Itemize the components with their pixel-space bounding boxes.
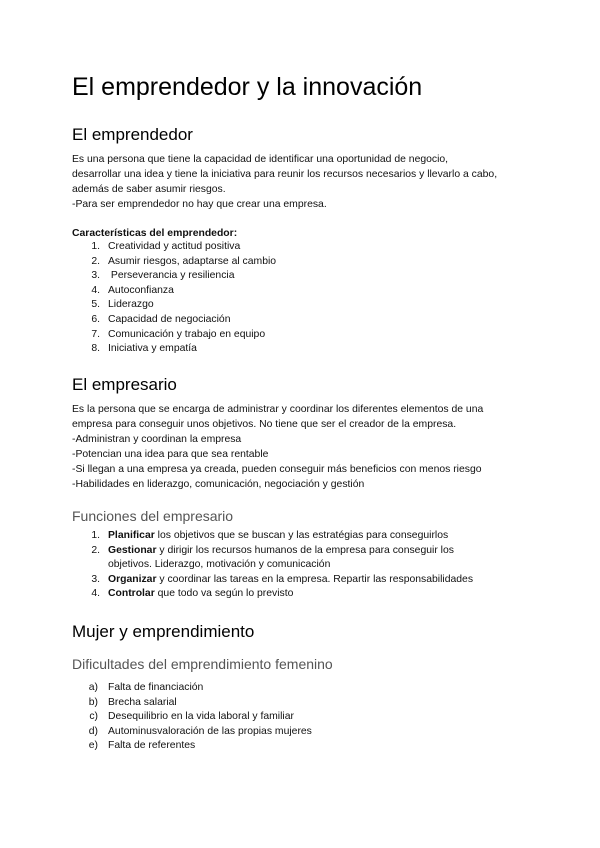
paragraph-line: empresa para conseguir unos objetivos. No tiene que ser el creador de la empresa. xyxy=(72,419,457,430)
list-text: Asumir riesgos, adaptarse al cambio xyxy=(108,255,277,267)
list-text: Comunicación y trabajo en equipo xyxy=(108,328,266,340)
list-text: Autominusvaloración de las propias mujeres xyxy=(108,725,312,737)
list-text: Iniciativa y empatía xyxy=(108,343,197,355)
list-letter: a) xyxy=(88,682,98,693)
list-text: y dirigir los recursos humanos de la empresa para conseguir los xyxy=(156,544,454,556)
list-item xyxy=(72,269,542,284)
list-item xyxy=(72,696,542,711)
characteristics-list xyxy=(72,240,542,357)
list-number: 5. xyxy=(91,299,100,311)
subheading-funciones: Funciones del empresario xyxy=(72,508,234,524)
function-keyword: Planificar xyxy=(108,530,155,541)
paragraph-line: -Habilidades en liderazgo, comunicación, negociación y gestión xyxy=(72,479,365,490)
list-letter: b) xyxy=(88,696,98,708)
list-number: 4. xyxy=(91,284,100,296)
list-text: Liderazgo xyxy=(108,299,154,311)
paragraph-line: -Para ser emprendedor no hay que crear una empresa. xyxy=(72,199,327,210)
list-item xyxy=(72,587,542,602)
list-text: Creatividad y actitud positiva xyxy=(108,241,241,252)
paragraph-line: Es una persona que tiene la capacidad de identificar una oportunidad de negocio, xyxy=(72,154,449,165)
list-number: 7. xyxy=(91,328,100,340)
list-item xyxy=(72,298,542,313)
list-number: 2. xyxy=(91,255,100,267)
list-number: 2. xyxy=(91,544,100,556)
list-item xyxy=(72,681,542,696)
list-item xyxy=(72,328,542,343)
list-text: los objetivos que se buscan y las estratégias para conseguirlos xyxy=(154,530,449,541)
list-number: 3. xyxy=(91,270,100,282)
list-number: 1. xyxy=(91,530,100,541)
list-item xyxy=(72,284,542,299)
characteristics-title: Características del emprendedor: xyxy=(72,228,238,239)
list-text: Capacidad de negociación xyxy=(108,313,231,325)
paragraph-line: desarrollar una idea y tiene la iniciativa para reunir los recursos necesarios y llevarlo a cabo, xyxy=(72,169,498,180)
list-letter: e) xyxy=(88,740,98,752)
list-item xyxy=(72,573,542,588)
list-item xyxy=(72,313,542,328)
section-heading-empresario: El empresario xyxy=(72,375,177,394)
list-letter: d) xyxy=(88,725,98,737)
section-heading-mujer: Mujer y emprendimiento xyxy=(72,622,255,641)
section-heading-emprendedor: El emprendedor xyxy=(72,125,193,144)
list-item xyxy=(72,544,542,573)
paragraph-line: Es la persona que se encarga de administrar y coordinar los diferentes elementos de una xyxy=(72,404,484,415)
list-item xyxy=(72,739,542,754)
subheading-dificultades: Dificultades del emprendimiento femenino xyxy=(72,656,333,672)
paragraph-line: -Si llegan a una empresa ya creada, pueden conseguir más beneficios con menos riesgo xyxy=(72,464,482,475)
list-number: 8. xyxy=(91,343,100,355)
list-text: y coordinar las tareas en la empresa. Repartir las responsabilidades xyxy=(156,573,474,585)
page-title: El emprendedor y la innovación xyxy=(72,73,423,101)
list-text: Desequilibrio en la vida laboral y familiar xyxy=(108,711,294,723)
functions-list xyxy=(72,529,542,602)
function-keyword: Organizar xyxy=(108,573,157,585)
list-letter: c) xyxy=(89,711,98,723)
list-number: 6. xyxy=(91,313,100,325)
list-number: 1. xyxy=(91,241,100,252)
list-number: 3. xyxy=(91,573,100,585)
paragraph-line: además de saber asumir riesgos. xyxy=(72,184,226,195)
list-item xyxy=(72,255,542,270)
list-text: Brecha salarial xyxy=(108,696,177,708)
list-text: Perseverancia y resiliencia xyxy=(108,270,235,282)
list-item xyxy=(72,529,542,544)
function-keyword: Controlar xyxy=(108,588,155,600)
emprendedor-definition xyxy=(72,152,542,212)
list-text: Falta de referentes xyxy=(108,740,196,752)
list-text: que todo va según lo previsto xyxy=(154,588,294,600)
paragraph-line: -Potencian una idea para que sea rentable xyxy=(72,449,269,460)
function-keyword: Gestionar xyxy=(108,544,157,556)
list-item xyxy=(72,725,542,740)
list-item xyxy=(72,342,542,357)
list-number: 4. xyxy=(91,588,100,600)
list-text: Autoconfianza xyxy=(108,284,174,296)
empresario-definition xyxy=(72,402,542,492)
paragraph-line: -Administran y coordinan la empresa xyxy=(72,434,242,445)
list-text-continuation: objetivos. Liderazgo, motivación y comunicación xyxy=(108,559,331,571)
difficulties-list xyxy=(72,681,542,754)
list-item xyxy=(72,240,542,255)
list-item xyxy=(72,710,542,725)
list-text: Falta de financiación xyxy=(108,682,204,693)
